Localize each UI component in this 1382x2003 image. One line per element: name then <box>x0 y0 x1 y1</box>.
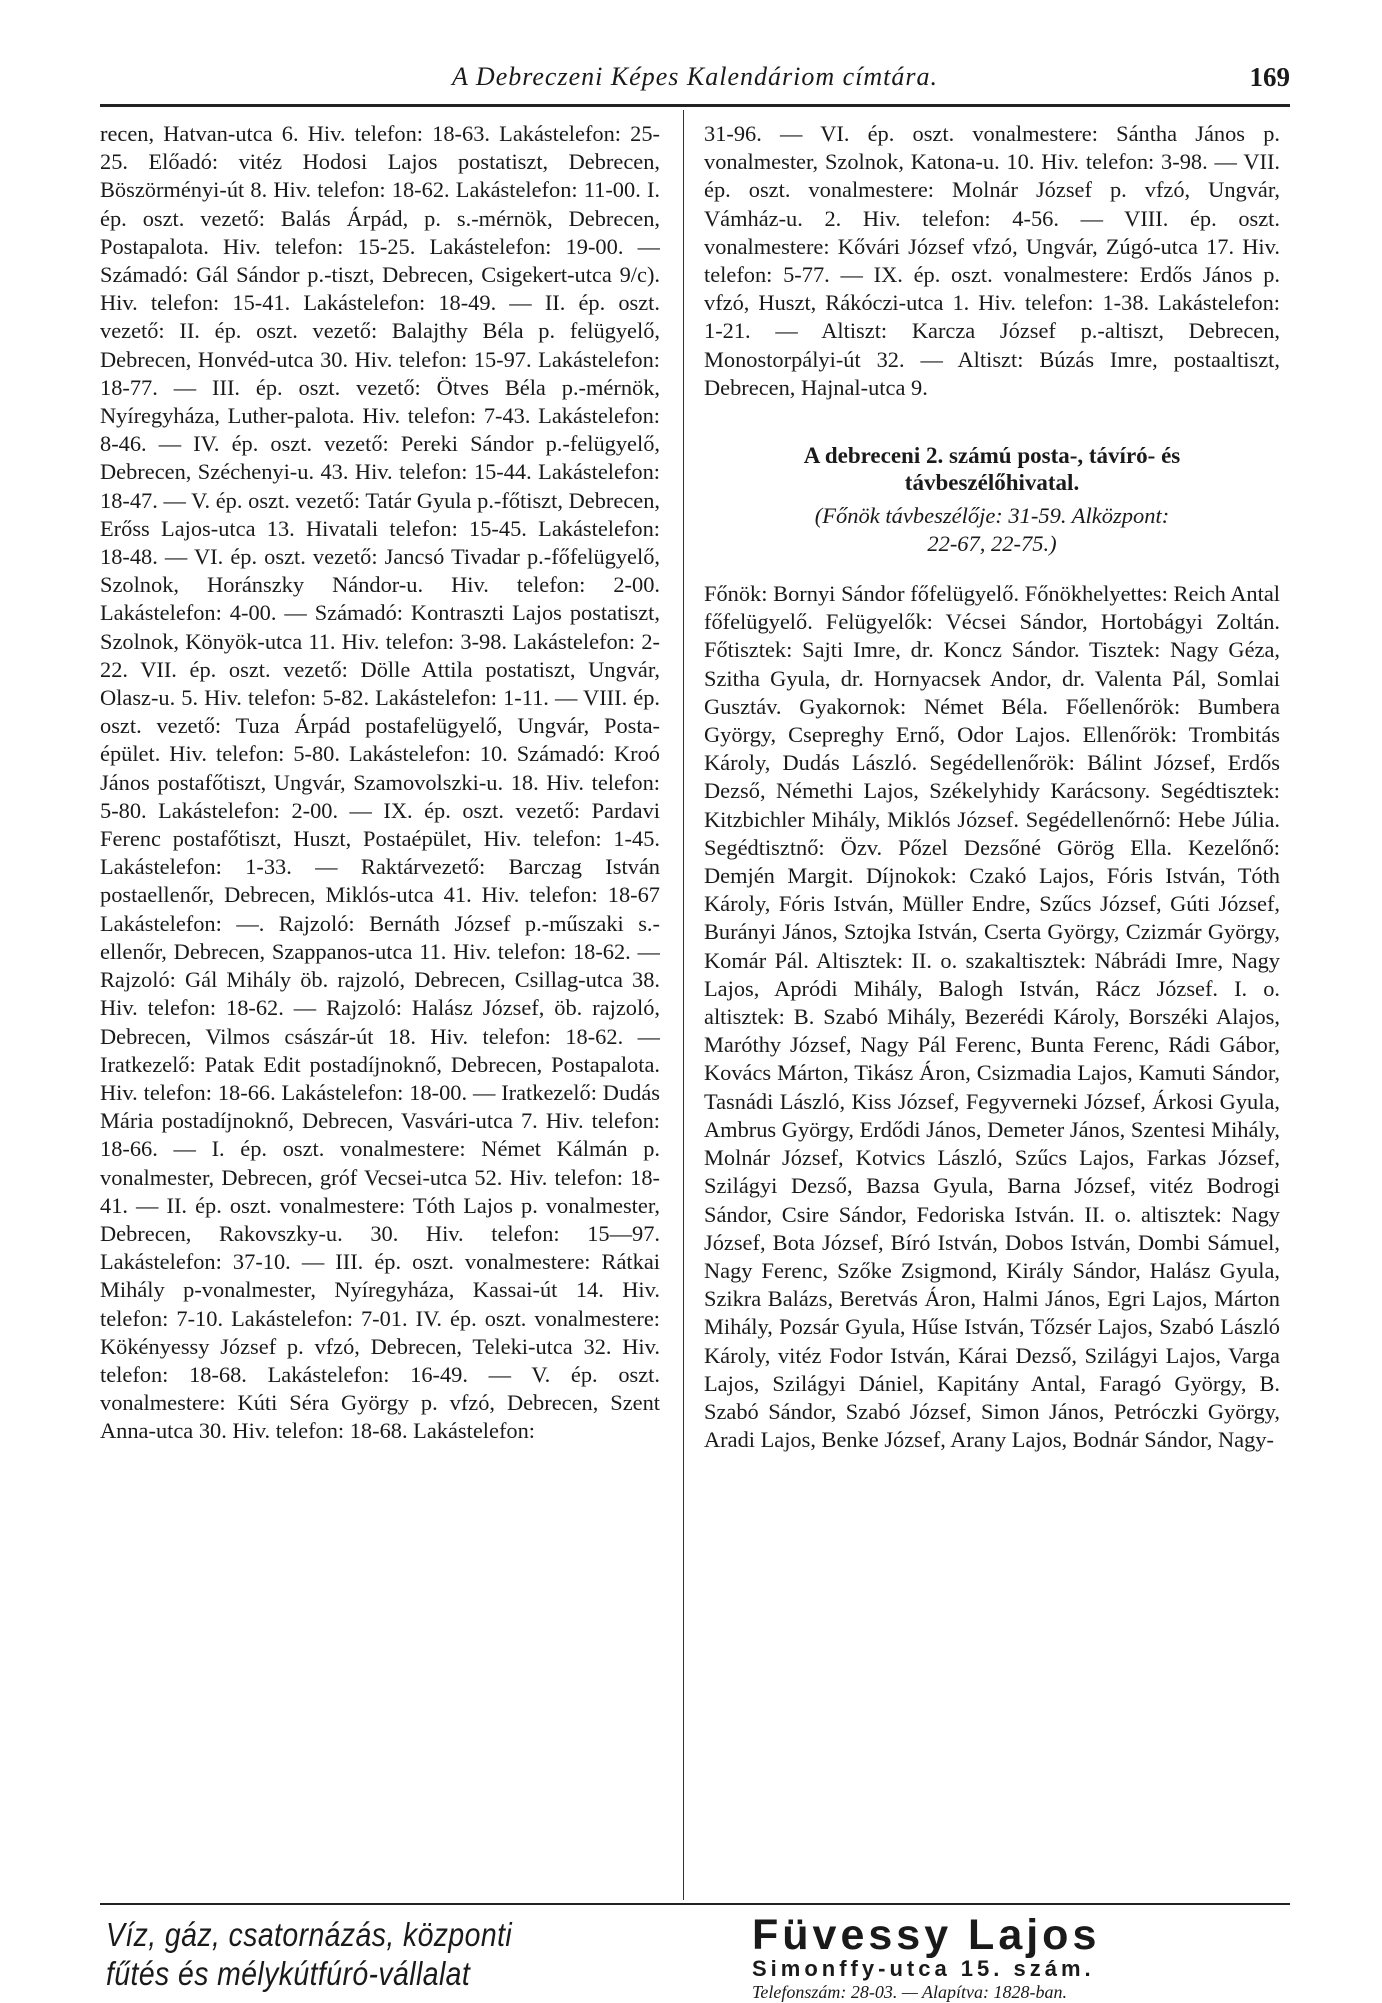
page-number: 169 <box>1249 62 1290 92</box>
section-heading-line-1: A debreceni 2. számú posta-, távíró- és <box>803 443 1181 469</box>
section-note-line-1: (Főnök távbeszélője: 31-59. Alközpont: <box>814 503 1170 529</box>
page-header <box>100 58 1290 102</box>
advertisement-rule <box>100 1903 1290 1905</box>
right-column-text-bottom: Főnök: Bornyi Sándor főfelügyelő. Főnökhelyettes: Reich Antal főfelügyelő. Felügyelők: Vécsei Sándor, Hortobágyi Zoltán. Főtisztek: Sajti Imre, dr. Koncz Sándor. Tisztek: Nagy Géza, Szitha Gyula, dr. Hornyacsek Andor, dr. Valenta Pál, Somlai Gusztáv. Gyakornok: Német Béla. Főellenőrök: Bumbera György, Csepreghy Ernő, Odor Lajos. Ellenőrök: Trombitás Károly, Dudás László. Segédellenőrök: Bálint József, Erdős Dezső, Némethi Lajos, Székelyhidy Karácsony. Segédtisztek: Kitzbichler Mihály, Miklós József. Segédellenőrnő: Hebe Júlia. Segédtisztnő: Özv. Pőzel Dezsőné Görög Ella. Kezelőnő: Demjén Margit. Díjnokok: Czakó Lajos, Fóris István, Tóth Károly, Fóris István, Müller Endre, Szűcs József, Gúti József, Burányi János, Sztojka István, Cserta György, Czizmár György, Komár Pál. Altisztek: II. o. szakaltisztek: Nábrádi Imre, Nagy Lajos, Apródi Mihály, Balogh István, Rácz József. I. o. altisztek: B. Szabó Mihály, Bezerédi Károly, Borszéki Alajos, Maróthy József, Nagy Pál Ferenc, Bunta Ferenc, Rádi Gábor, Kovács Márton, Tikász Áron, Csizmadia Lajos, Kamuti Sándor, Tasnádi László, Kiss József, Fegyverneki József, Árkosi Gyula, Ambrus György, Erdődi János, Demeter János, Szentesi Mihály, Molnár József, Kotvics László, Szűcs Lajos, Farkas József, Szilágyi Dezső, Bazsa Gyula, Barna József, vitéz Bodrogi Sándor, Csire Sándor, Fedoriska István. II. o. altisztek: Nagy József, Bota József, Bíró István, Dobos István, Dombi Sámuel, Nagy Ferenc, Szőke Zsigmond, Király Sándor, Halász Gyula, Szikra Balázs, Beretvás Áron, Halmi János, Egri Lajos, Márton Mihály, Pozsár Gyula, Hűse István, Tőzsér Lajos, Szabó László Károly, vitéz Fodor István, Kárai Dezső, Szilágyi Lajos, Varga Lajos, Szilágyi Dániel, Kapitány Antal, Faragó György, B. Szabó Sándor, Szabó József, Simon János, Petróczki György, Aradi Lajos, Benke József, Arany Lajos, Bodnár Sándor, Nagy- <box>704 581 1280 1453</box>
ad-company-name: Füvessy Lajos <box>752 1911 1101 1959</box>
ad-company-phone: Telefonszám: 28-03. — Alapítva: 1828-ban. <box>752 1982 1067 2002</box>
ad-services-line-2: fűtés és mélykútfúró-vállalat <box>106 1955 471 1992</box>
right-column <box>704 120 1280 1880</box>
column-divider <box>683 110 684 1900</box>
header-rule <box>100 104 1290 107</box>
section-heading-line-2: távbeszélőhivatal. <box>904 470 1080 496</box>
advertisement <box>100 1911 1290 2002</box>
ad-company-address: Simonffy-utca 15. szám. <box>752 1956 1095 1981</box>
running-title: A Debreczeni Képes Kalendáriom címtára. <box>452 62 938 91</box>
ad-company <box>752 1913 1292 2003</box>
left-column <box>100 120 660 1880</box>
section-heading <box>704 442 1280 496</box>
right-column-text-top: 31-96. — VI. ép. oszt. vonalmestere: Sántha János p. vonalmester, Szolnok, Katona-u. 10. Hiv. telefon: 3-98. — VII. ép. oszt. vonalmestere: Molnár József p. vfzó, Ungvár, Vámház-u. 2. Hiv. telefon: 4-56. — VIII. ép. oszt. vonalmestere: Kővári József vfzó, Ungvár, Zúgó-utca 17. Hiv. telefon: 5-77. — IX. ép. oszt. vonalmestere: Erdős János p. vfzó, Huszt, Rákóczi-utca 1. Hiv. telefon: 1-38. Lakástelefon: 1-21. — Altiszt: Karcza József p.-altiszt, Debrecen, Monostorpályi-út 32. — Altiszt: Búzás Imre, postaaltiszt, Debrecen, Hajnal-utca 9. <box>704 121 1280 400</box>
ad-services-line-1: Víz, gáz, csatornázás, központi <box>106 1916 513 1953</box>
section-note-line-2: 22-67, 22-75.) <box>927 531 1057 557</box>
section-note <box>704 502 1280 558</box>
left-column-text: recen, Hatvan-utca 6. Hiv. telefon: 18-63. Lakástelefon: 25-25. Előadó: vitéz Hodosi Lajos postatiszt, Debrecen, Böszörményi-út 8. Hiv. telefon: 18-62. Lakástelefon: 11-00. I. ép. oszt. vezető: Balás Árpád, p. s.-mérnök, Debrecen, Postapalota. Hiv. telefon: 15-25. Lakástelefon: 19-00. — Számadó: Gál Sándor p.-tiszt, Debrecen, Csigekert-utca 9/c). Hiv. telefon: 15-41. Lakástelefon: 18-49. — II. ép. oszt. vezető: II. ép. oszt. vezető: Balajthy Béla p. felügyelő, Debrecen, Honvéd-utca 30. Hiv. telefon: 15-97. Lakástelefon: 18-77. — III. ép. oszt. vezető: Ötves Béla p.-mérnök, Nyíregyháza, Luther-palota. Hiv. telefon: 7-43. Lakástelefon: 8-46. — IV. ép. oszt. vezető: Pereki Sándor p.-felügyelő, Debrecen, Széchenyi-u. 43. Hiv. telefon: 15-44. Lakástelefon: 18-47. — V. ép. oszt. vezető: Tatár Gyula p.-főtiszt, Debrecen, Erőss Lajos-utca 13. Hivatali telefon: 15-45. Lakástelefon: 18-48. — VI. ép. oszt. vezető: Jancsó Tivadar p.-főfelügyelő, Szolnok, Horánszky Nándor-u. Hiv. telefon: 2-00. Lakástelefon: 4-00. — Számadó: Kontraszti Lajos postatiszt, Szolnok, Könyök-utca 11. Hiv. telefon: 3-98. Lakástelefon: 2-22. VII. ép. oszt. vezető: Dölle Attila postatiszt, Ungvár, Olasz-u. 5. Hiv. telefon: 5-82. Lakástelefon: 1-11. — VIII. ép. oszt. vezető: Tuza Árpád postafelügyelő, Ungvár, Posta-épület. Hiv. telefon: 5-80. Lakástelefon: 10. Számadó: Kroó János postafőtiszt, Ungvár, Szamovolszki-u. 18. Hiv. telefon: 5-80. Lakástelefon: 2-00. — IX. ép. oszt. vezető: Pardavi Ferenc postafőtiszt, Huszt, Postaépület, Hiv. telefon: 1-45. Lakástelefon: 1-33. — Raktárvezető: Barczag István postaellenőr, Debrecen, Miklós-utca 41. Hiv. telefon: 18-67 Lakástelefon: —. Rajzoló: Bernáth József p.-műszaki s.-ellenőr, Debrecen, Szappanos-utca 11. Hiv. telefon: 18-62. — Rajzoló: Gál Mihály öb. rajzoló, Debrecen, Csillag-utca 38. Hiv. telefon: 18-62. — Rajzoló: Halász József, öb. rajzoló, Debrecen, Vilmos császár-út 18. Hiv. telefon: 18-62. — Iratkezelő: Patak Edit postadíjnoknő, Debrecen, Postapalota. Hiv. telefon: 18-66. Lakástelefon: 18-00. — Iratkezelő: Dudás Mária postadíjnoknő, Debrecen, Vasvári-utca 7. Hiv. telefon: 18-66. — I. ép. oszt. vonalmestere: Német Kálmán p. vonalmester, Debrecen, gróf Vecsei-utca 52. Hiv. telefon: 18-41. — II. ép. oszt. vonalmestere: Tóth Lajos p. vonalmester, Debrecen, Rakovszky-u. 30. Hiv. telefon: 15—97. Lakástelefon: 37-10. — III. ép. oszt. vonalmestere: Rátkai Mihály p-vonalmester, Nyíregyháza, Kassai-út 14. Hiv. telefon: 7-10. Lakástelefon: 7-01. IV. ép. oszt. vonalmestere: Kökényessy József p. vfzó, Debrecen, Teleki-utca 32. Hiv. telefon: 18-68. Lakástelefon: 16-49. — V. ép. oszt. vonalmestere: Kúti Séra György p. vfzó, Debrecen, Szent Anna-utca 30. Hiv. telefon: 18-68. Lakástelefon: <box>100 121 660 1444</box>
ad-services <box>106 1915 656 1993</box>
